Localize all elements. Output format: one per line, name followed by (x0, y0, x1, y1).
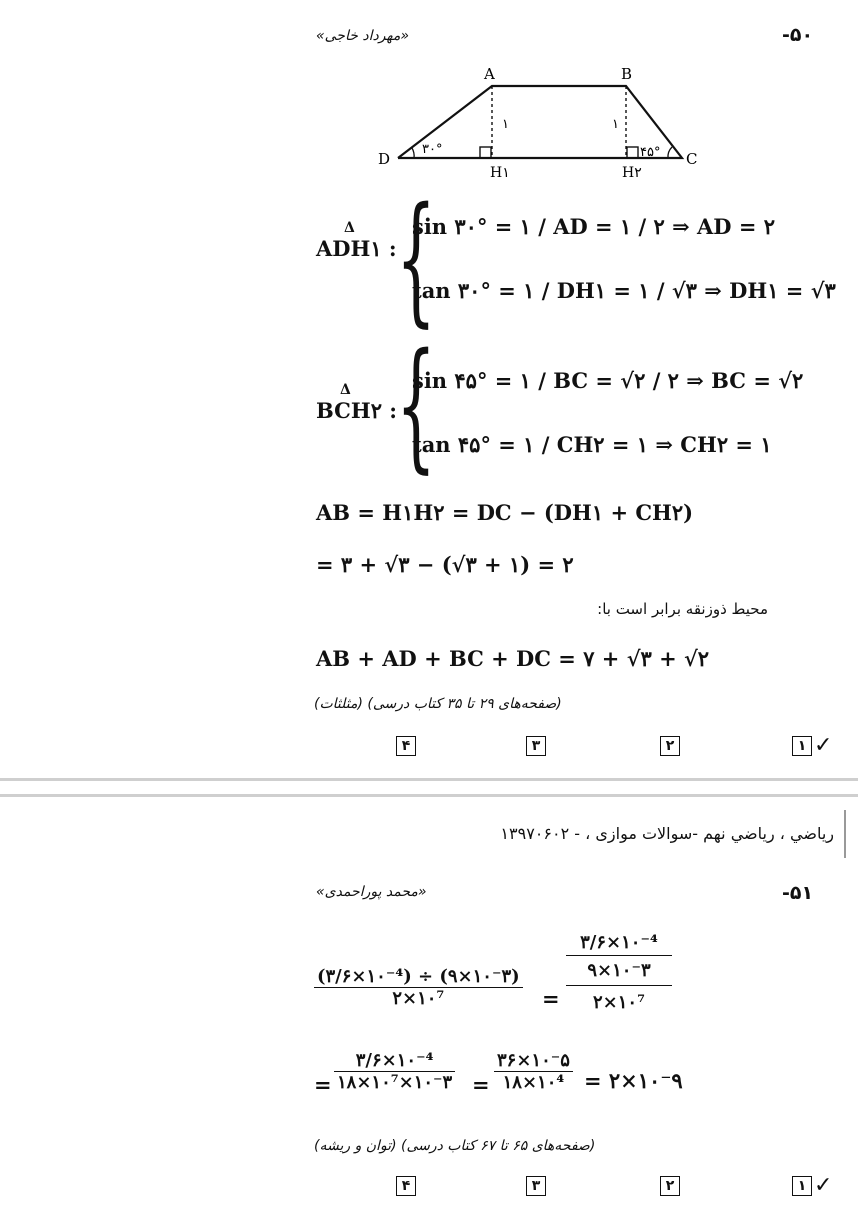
option-2[interactable]: ۲ (660, 1176, 680, 1196)
rhs-mid: ۹×۱۰⁻۳ (566, 956, 672, 986)
fraction-denominator: ۱۸×۱۰⁷×۱۰⁻۳ (337, 1072, 453, 1093)
q51-fraction-1 (334, 1050, 455, 1093)
foot-h1-label: H۱ (490, 165, 510, 181)
option-4[interactable]: ۴ (396, 736, 416, 756)
fraction-numerator: ۳۶×۱۰⁻۵ (494, 1050, 573, 1072)
foot-h2-label: H۲ (622, 165, 642, 181)
question-number: -۵۰ (782, 24, 814, 46)
vertex-a-label: A (484, 65, 495, 83)
question-number: -۵۱ (782, 882, 814, 904)
option-4[interactable]: ۴ (396, 1176, 416, 1196)
trapezoid-diagram (370, 62, 710, 182)
author-name: «محمد پوراحمدی» (316, 884, 427, 900)
equals-sign: = (314, 1072, 332, 1097)
equation-perimeter: AB + AD + BC + DC = ۷ + √۳ + √۲ (316, 646, 710, 671)
rhs-denominator: ۲×۱۰⁷ (593, 992, 645, 1013)
option-2[interactable]: ۲ (660, 736, 680, 756)
angle-c-label: ۴۵° (640, 145, 661, 160)
equation-ab: AB = H۱H۲ = DC − (DH۱ + CH۲) (316, 500, 694, 525)
option-3[interactable]: ۳ (526, 736, 546, 756)
angle-d-label: ۳۰° (422, 142, 443, 157)
divider (0, 794, 858, 797)
left-brace: { (396, 178, 437, 341)
vertex-c-label: C (686, 150, 698, 168)
textbook-reference: (صفحه‌های ۲۹ تا ۳۵ کتاب درسی) (مثلثات) (314, 696, 562, 712)
left-brace: { (396, 324, 437, 487)
vertex-d-label: D (378, 150, 391, 168)
q51-fraction-2 (494, 1050, 573, 1093)
equation-tan30: tan ۳۰° = ۱ / DH۱ = ۱ / √۳ ⇒ DH۱ = √۳ (412, 278, 836, 303)
correct-answer-check-icon: ✓ (814, 733, 833, 758)
fraction-denominator: ۱۸×۱۰⁴ (502, 1072, 565, 1093)
height-left-label: ۱ (502, 117, 509, 132)
triangle-adh1-label: Δ ADH۱ : (316, 220, 397, 261)
textbook-reference: (صفحه‌های ۶۵ تا ۶۷ کتاب درسی) (توان و ریشه) (314, 1138, 596, 1154)
equation-tan45: tan ۴۵° = ۱ / CH۲ = ۱ ⇒ CH۲ = ۱ (412, 432, 772, 457)
lhs-numerator: (۳/۶×۱۰⁻⁴) ÷ (۹×۱۰⁻۳) (314, 966, 523, 988)
divider (0, 778, 858, 781)
q51-lhs-fraction (314, 966, 523, 1009)
lhs-denominator: ۲×۱۰⁷ (392, 988, 445, 1009)
q51-result: = ۲×۱۰⁻۹ (584, 1068, 683, 1093)
rhs-top: ۳/۶×۱۰⁻⁴ (566, 932, 672, 956)
correct-answer-check-icon: ✓ (814, 1173, 833, 1198)
option-1[interactable]: ۱ (792, 736, 812, 756)
section-header-bar (844, 810, 846, 858)
option-3[interactable]: ۳ (526, 1176, 546, 1196)
perimeter-text: محیط ذوزنقه برابر است با: (597, 600, 768, 618)
section-header: رياضي ، رياضي نهم -سوالات موازی ، - ۱۳۹۷۰۶۰۲ (500, 824, 834, 843)
option-1[interactable]: ۱ (792, 1176, 812, 1196)
q51-rhs-compound-fraction (566, 932, 672, 1013)
equation-sin45: sin ۴۵° = ۱ / BC = √۲ / ۲ ⇒ BC = √۲ (412, 368, 804, 393)
author-name: «مهرداد خاجی» (316, 28, 410, 44)
equation-sin30: sin ۳۰° = ۱ / AD = ۱ / ۲ ⇒ AD = ۲ (412, 214, 776, 239)
equals-sign: = (542, 986, 560, 1011)
triangle-bch2-label: Δ BCH۲ : (316, 382, 398, 423)
equals-sign: = (472, 1072, 490, 1097)
equation-ab-result: = ۳ + √۳ − (√۳ + ۱) = ۲ (316, 552, 574, 577)
height-right-label: ۱ (612, 117, 619, 132)
fraction-numerator: ۳/۶×۱۰⁻⁴ (334, 1050, 455, 1072)
vertex-b-label: B (621, 65, 633, 83)
